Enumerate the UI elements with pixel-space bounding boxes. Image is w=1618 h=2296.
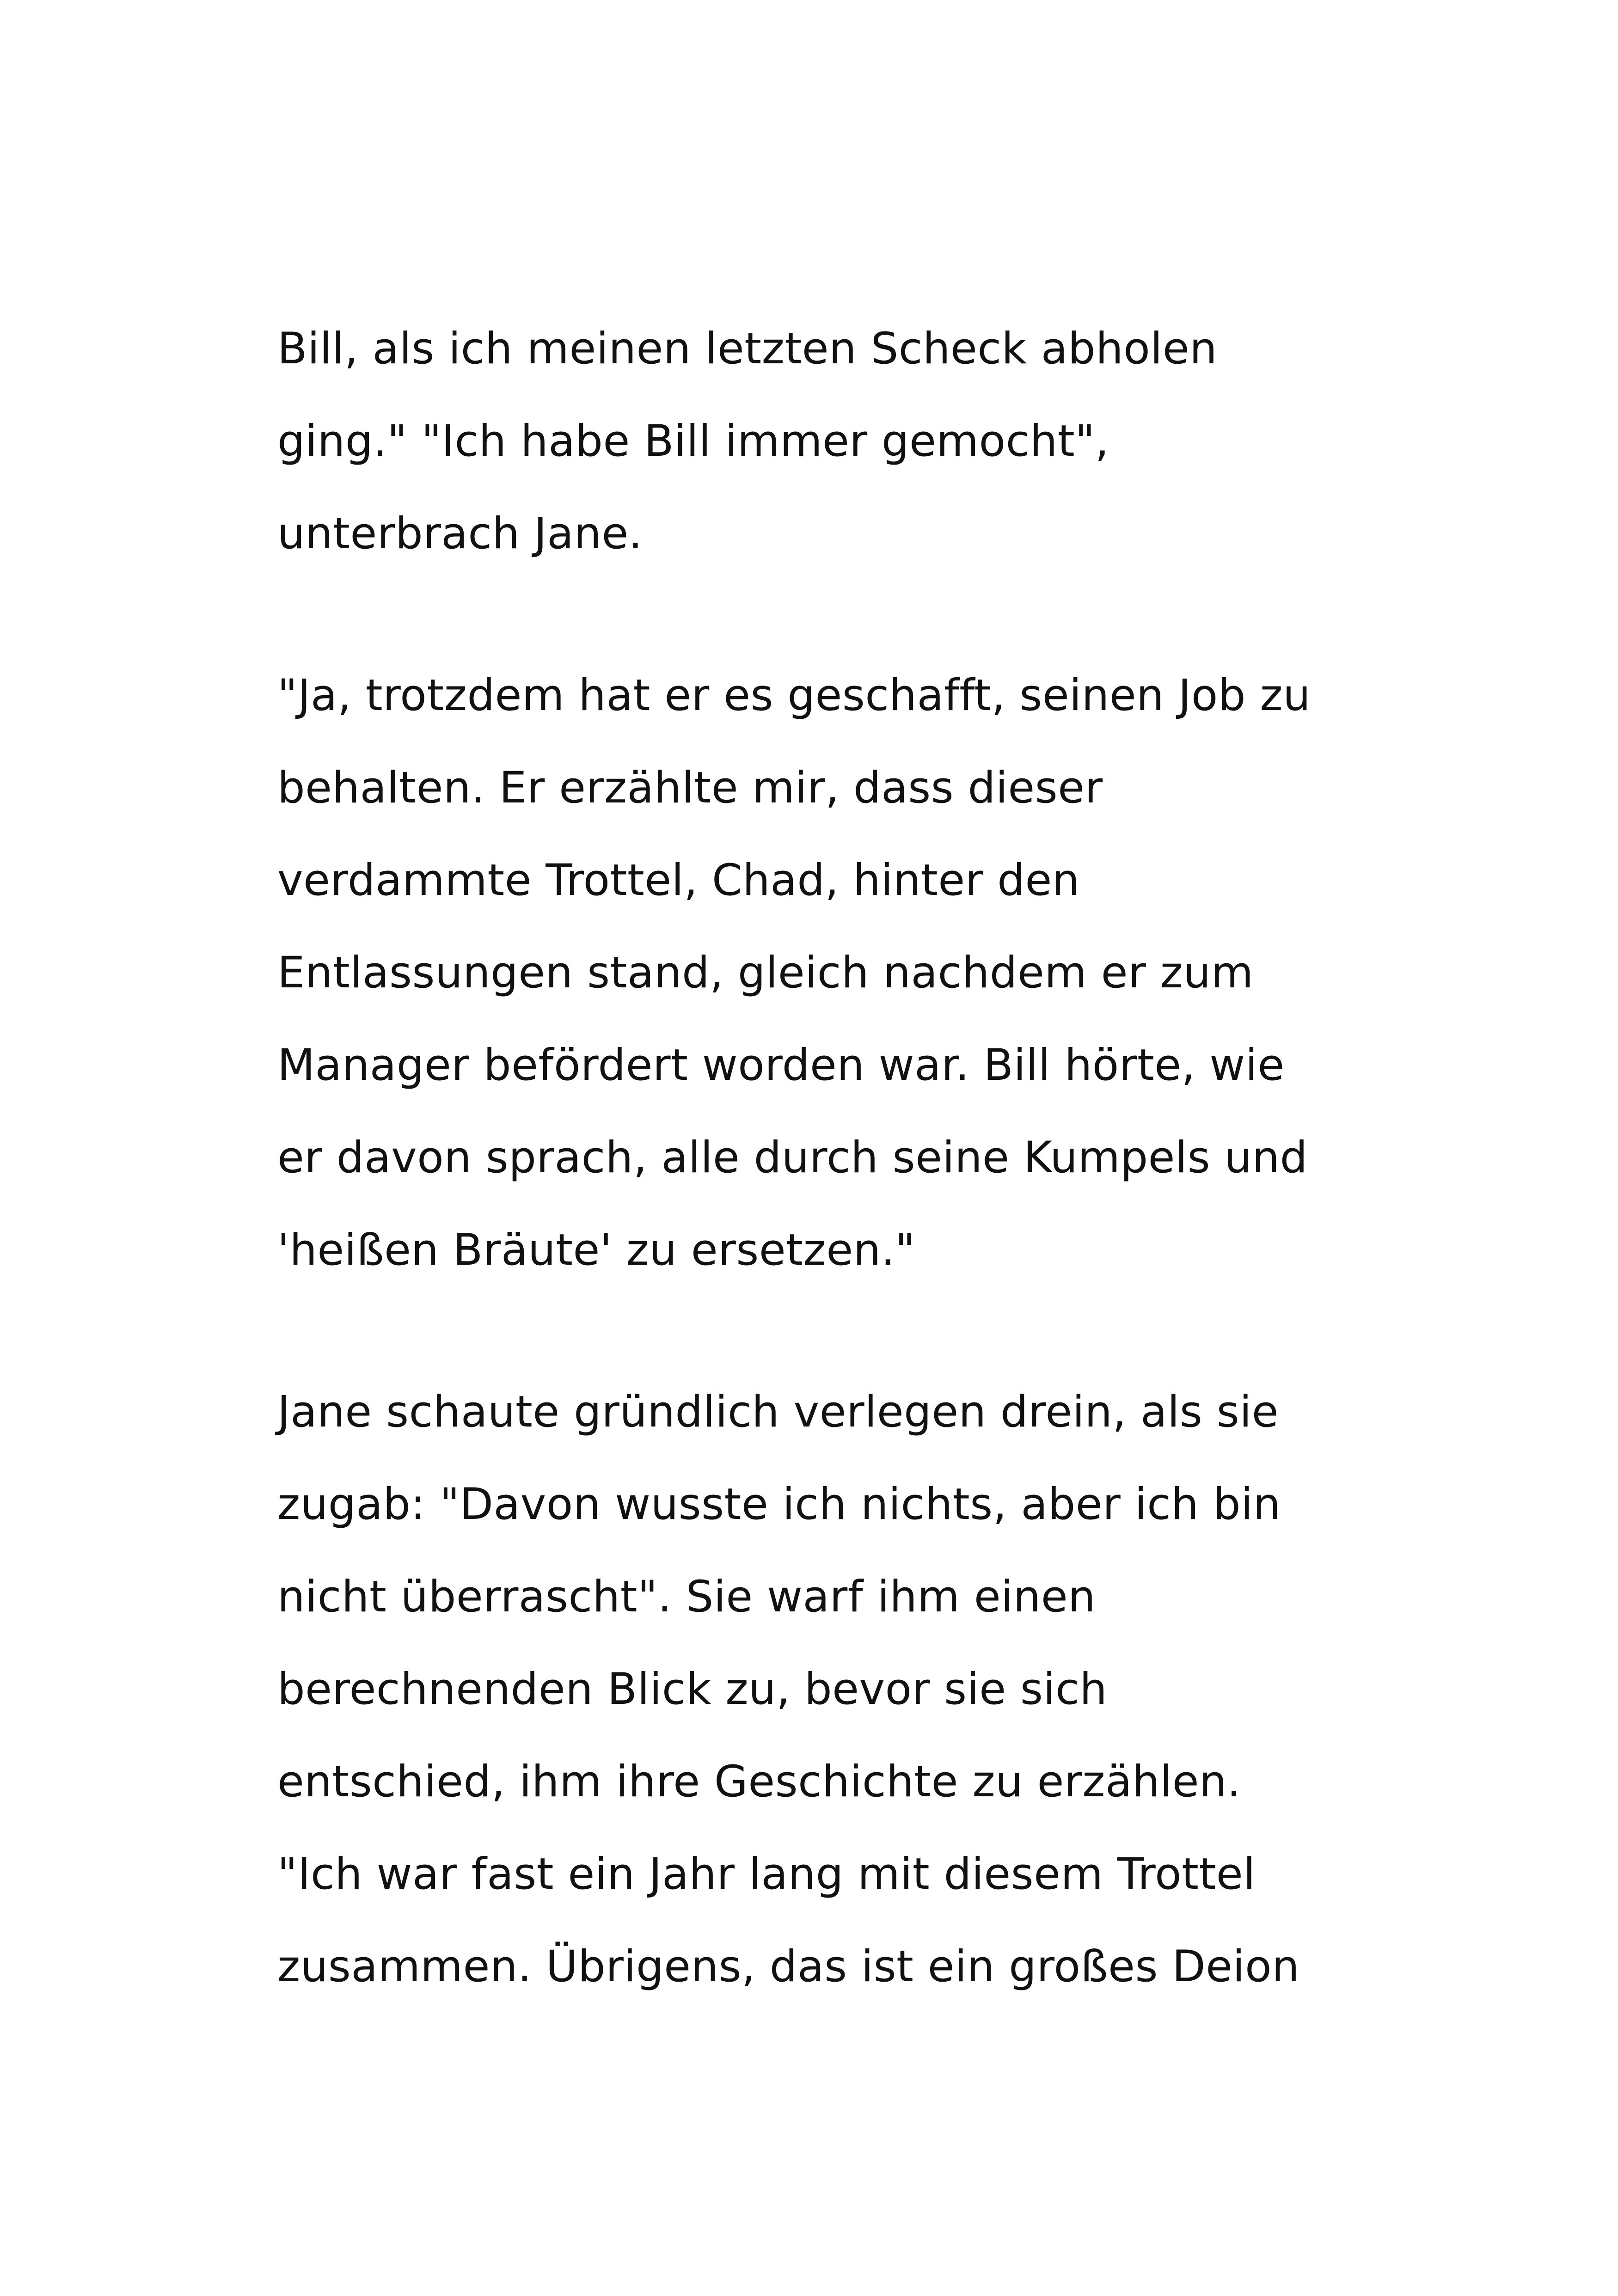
paragraph-2-line-1: "Ja, trotzdem hat er es geschafft, seinen Job zu — [277, 670, 1311, 721]
paragraph-3-line-2: zugab: "Davon wusste ich nichts, aber ich bin — [277, 1479, 1281, 1530]
paragraph-3-line-7: zusammen. Übrigens, das ist ein großes Deion — [277, 1941, 1300, 1992]
paragraph-3-line-6: "Ich war fast ein Jahr lang mit diesem Trottel — [277, 1849, 1256, 1899]
paragraph-3-line-4: berechnenden Blick zu, bevor sie sich — [277, 1664, 1108, 1714]
paragraph-2-line-3: verdammte Trottel, Chad, hinter den — [277, 855, 1080, 906]
paragraph-2-line-2: behalten. Er erzählte mir, dass dieser — [277, 763, 1103, 813]
paragraph-2-line-6: er davon sprach, alle durch seine Kumpels und — [277, 1133, 1308, 1183]
paragraph-2-line-5: Manager befördert worden war. Bill hörte, wie — [277, 1040, 1285, 1090]
paragraph-1-line-1: Bill, als ich meinen letzten Scheck abholen — [277, 324, 1218, 374]
paragraph-3-line-1: Jane schaute gründlich verlegen drein, als sie — [277, 1387, 1279, 1437]
paragraph-2-line-7: 'heißen Bräute' zu ersetzen." — [277, 1225, 915, 1275]
paragraph-1-line-3: unterbrach Jane. — [277, 508, 643, 559]
paragraph-3-line-3: nicht überrascht". Sie warf ihm einen — [277, 1572, 1096, 1622]
paragraph-1-line-2: ging." "Ich habe Bill immer gemocht", — [277, 416, 1109, 466]
paragraph-3-line-5: entschied, ihm ihre Geschichte zu erzählen. — [277, 1757, 1241, 1807]
paragraph-2-line-4: Entlassungen stand, gleich nachdem er zum — [277, 948, 1254, 998]
